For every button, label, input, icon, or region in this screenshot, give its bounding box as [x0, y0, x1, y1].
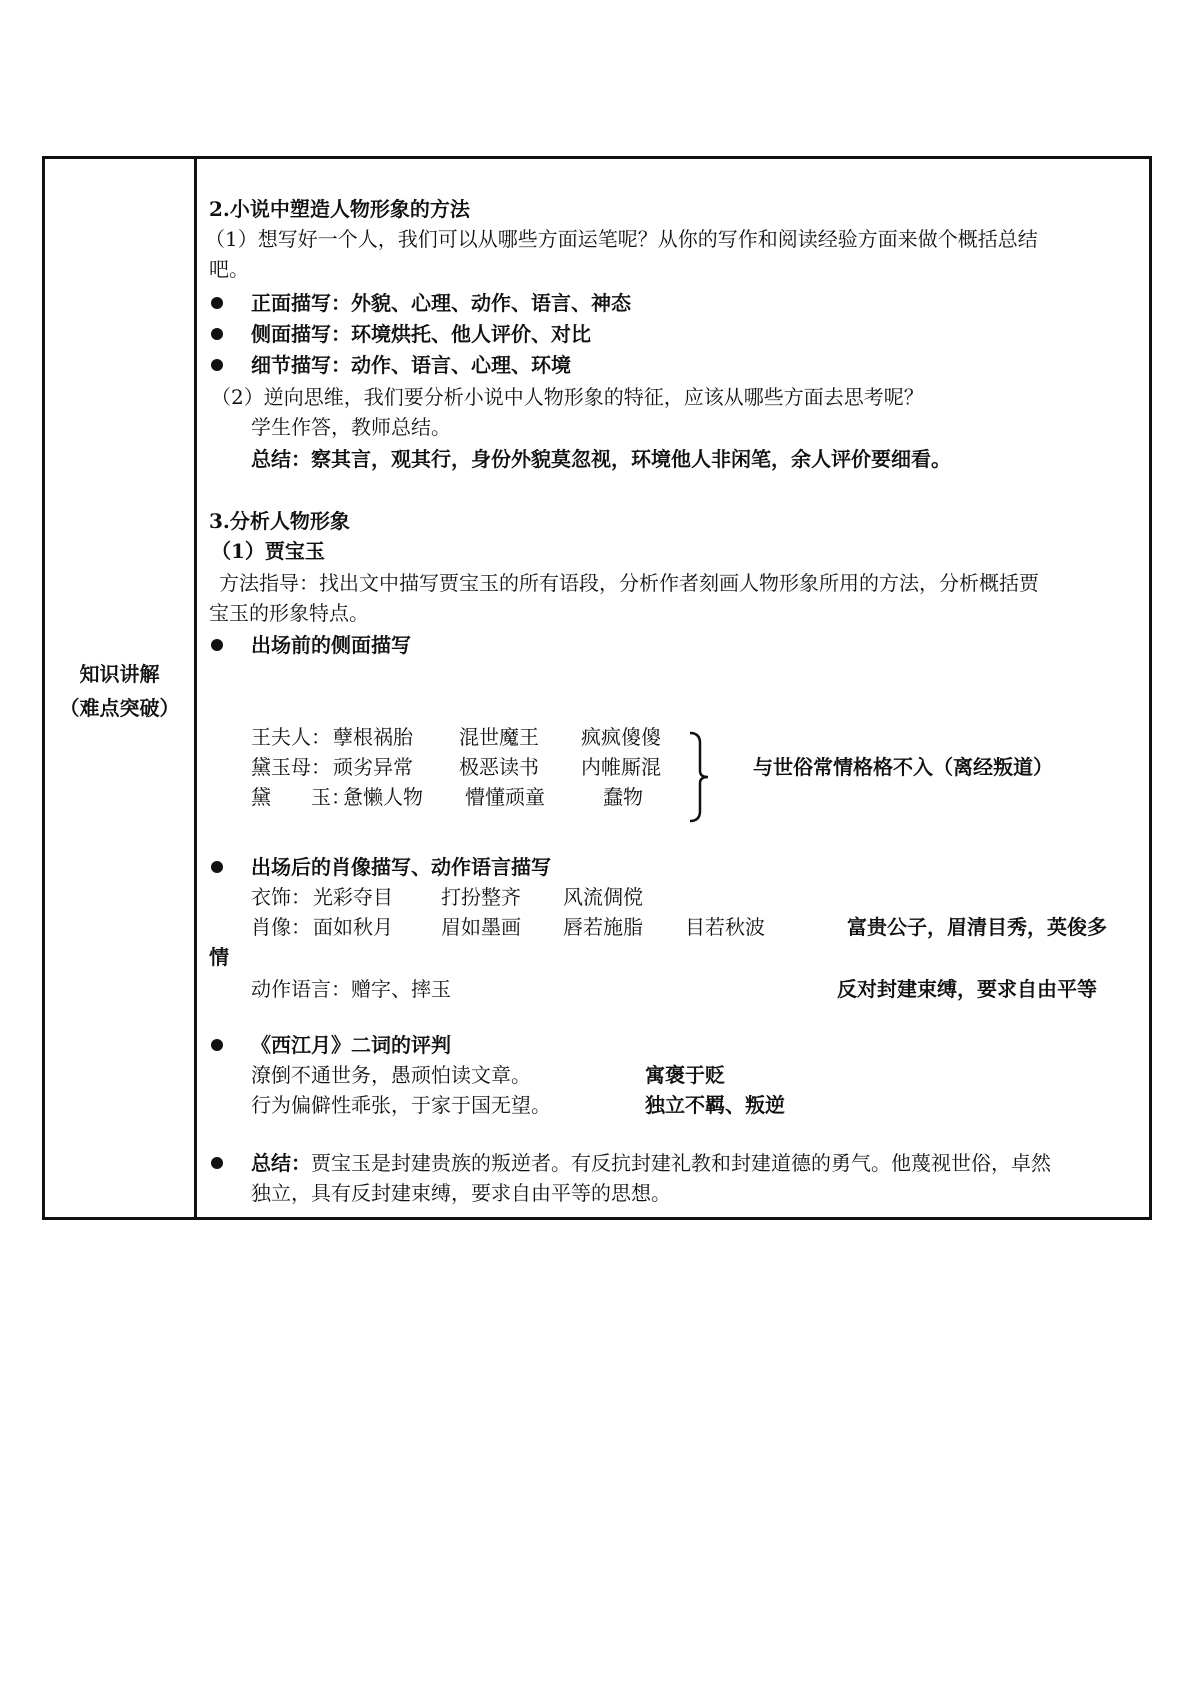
row-header-line2: （难点突破）: [59, 695, 180, 720]
row-header-line1: 知识讲解: [79, 661, 160, 686]
side-row-term: 疯疯傻傻: [581, 725, 661, 749]
side-row-speaker: 黛 玉：: [251, 785, 351, 809]
side-row-term: 懵懂顽童: [465, 785, 545, 809]
section2-q1-line2: 吧。: [209, 257, 249, 281]
side-row-term: 蠢物: [603, 785, 643, 809]
section2-q2: （2）逆向思维，我们要分析小说中人物形象的特征，应该从哪些方面去思考呢？: [211, 385, 924, 409]
side-row-term: 内帷厮混: [581, 755, 661, 779]
bullet-icon: [211, 359, 223, 371]
portrait-conclusion: 富贵公子，眉清目秀，英俊多: [847, 915, 1107, 939]
clothing-term: 风流倜傥: [563, 885, 643, 909]
bullet-poem-judgement: 《西江月》二词的评判: [251, 1033, 451, 1057]
final-summary-label: 总结：: [251, 1151, 311, 1175]
bullet-icon: [211, 297, 223, 309]
poem-line2: 行为偏僻性乖张，于家于国无望。: [251, 1093, 551, 1117]
method-line1: 方法指导：找出文中描写贾宝玉的所有语段，分析作者刻画人物形象所用的方法，分析概括贾: [219, 571, 1039, 595]
bullet-after-appearance: 出场后的肖像描写、动作语言描写: [251, 855, 551, 879]
final-summary-text: 贾宝玉是封建贵族的叛逆者。有反抗封建礼教和封建道德的勇气。他蔑视世俗，卓然: [311, 1151, 1051, 1175]
method-line2: 宝玉的形象特点。: [209, 601, 369, 625]
portrait-term: 目若秋波: [685, 915, 765, 939]
row-header-cell: [45, 159, 197, 1217]
side-row-term: 顽劣异常: [333, 755, 413, 779]
side-row-term: 孽根祸胎: [333, 725, 413, 749]
action-conclusion: 反对封建束缚，要求自由平等: [837, 977, 1097, 1001]
section3-title: 3.分析人物形象: [209, 509, 350, 533]
side-row-term: 惫懒人物: [343, 785, 423, 809]
right-brace-icon: [686, 729, 726, 825]
portrait-conclusion-wrap: 情: [209, 945, 229, 969]
clothing-term: 光彩夺目: [313, 885, 393, 909]
clothing-label: 衣饰：: [251, 885, 311, 909]
bullet-icon: [211, 639, 223, 651]
side-row-term: 混世魔王: [459, 725, 539, 749]
poem-line1: 潦倒不通世务，愚顽怕读文章。: [251, 1063, 531, 1087]
portrait-term: 眉如墨画: [441, 915, 521, 939]
lesson-table: [42, 156, 1152, 1220]
bullet-icon: [211, 1039, 223, 1051]
action-language: 动作语言：赠字、摔玉: [251, 977, 451, 1001]
side-conclusion: 与世俗常情格格不入（离经叛道）: [753, 755, 1053, 779]
final-summary-line1: [251, 1149, 1051, 1177]
section3-subtitle: （1）贾宝玉: [211, 539, 325, 563]
bullet-side-description: 侧面描写：环境烘托、他人评价、对比: [251, 322, 591, 346]
bullet-icon: [211, 328, 223, 340]
poem-note1: 寓褒于贬: [645, 1063, 725, 1087]
portrait-term: 面如秋月: [313, 915, 393, 939]
section2-q1-line1: （1）想写好一个人，我们可以从哪些方面运笔呢？从你的写作和阅读经验方面来做个概括总结: [205, 227, 1038, 251]
clothing-term: 打扮整齐: [441, 885, 521, 909]
section2-summary: 总结：察其言，观其行，身份外貌莫忽视，环境他人非闲笔，余人评价要细看。: [251, 447, 951, 471]
final-summary-line2: 独立，具有反封建束缚，要求自由平等的思想。: [251, 1181, 671, 1205]
bullet-front-description: 正面描写：外貌、心理、动作、语言、神态: [251, 291, 631, 315]
bullet-before-appearance: 出场前的侧面描写: [251, 633, 411, 657]
section2-title: 2.小说中塑造人物形象的方法: [209, 197, 470, 221]
portrait-term: 唇若施脂: [563, 915, 643, 939]
side-row-term: 极恶读书: [459, 755, 539, 779]
content-cell: [197, 159, 1149, 1217]
bullet-icon: [211, 1157, 223, 1169]
side-row-speaker: 王夫人：: [251, 725, 331, 749]
poem-note2: 独立不羁、叛逆: [645, 1093, 785, 1117]
bullet-icon: [211, 861, 223, 873]
bullet-detail-description: 细节描写：动作、语言、心理、环境: [251, 353, 571, 377]
section2-answer: 学生作答，教师总结。: [251, 415, 451, 439]
portrait-label: 肖像：: [251, 915, 311, 939]
side-row-speaker: 黛玉母：: [251, 755, 331, 779]
